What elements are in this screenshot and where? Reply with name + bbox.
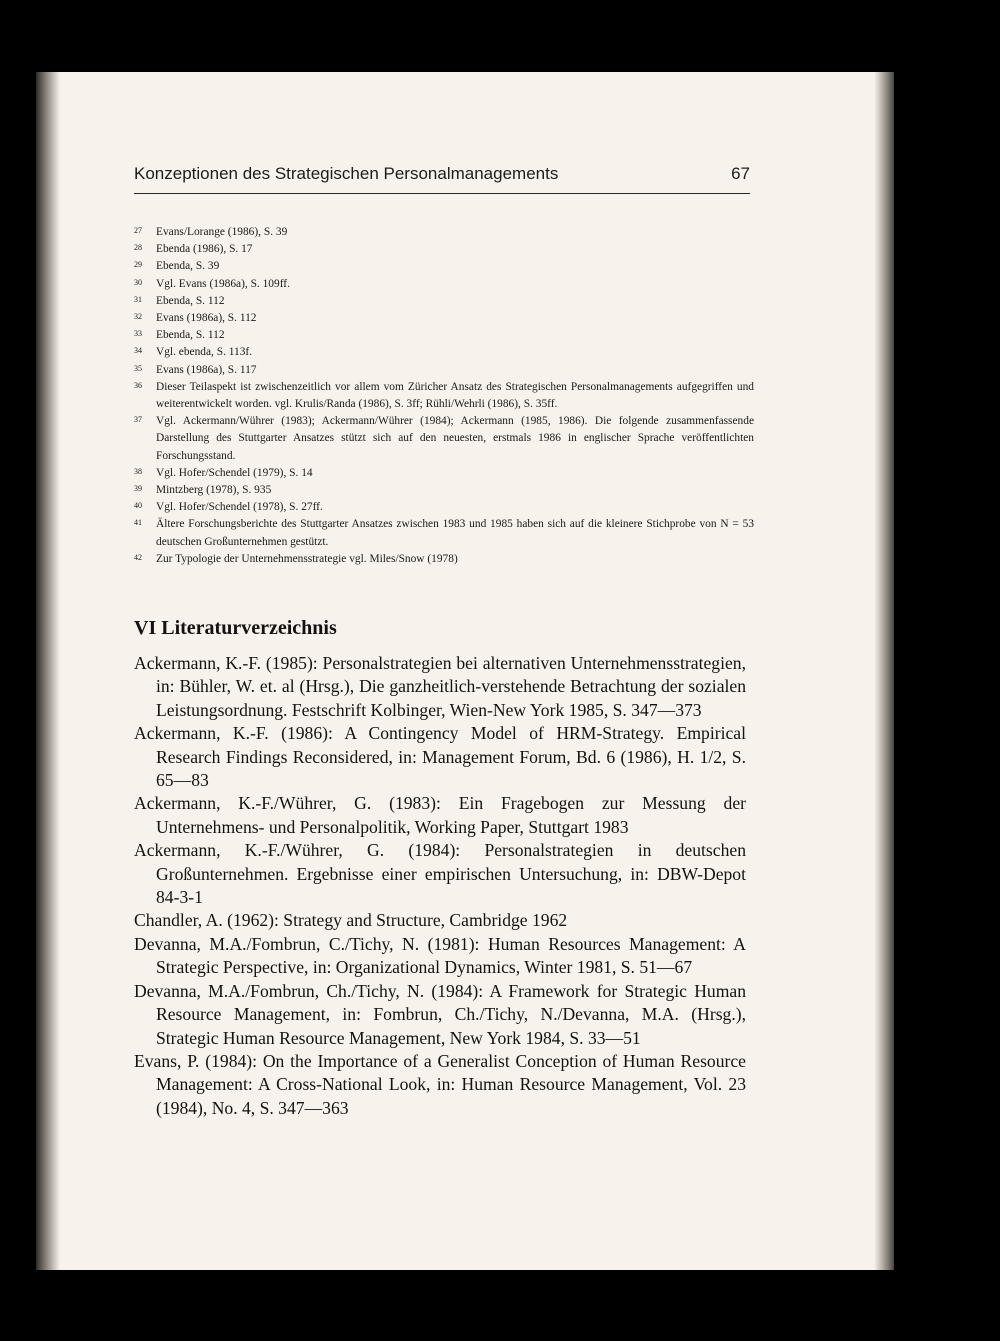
footnote-number: 36 <box>134 380 142 390</box>
header-rule <box>134 193 750 194</box>
reference-entry: Ackermann, K.-F. (1986): A Contingency Model of HRM-Strategy. Empirical Research Findings Reconsidered, in: Management Forum, Bd. 6 (1986), H. 1/2, S. 65—83 <box>134 723 746 791</box>
footnote <box>134 465 754 482</box>
footnote-text: Vgl. ebenda, S. 113f. <box>156 346 253 359</box>
footnote-text: Evans (1986a), S. 117 <box>156 363 257 376</box>
footnote-number: 41 <box>134 518 142 528</box>
footnote-number: 35 <box>134 363 142 373</box>
footnote <box>134 310 754 327</box>
footnote-text: Evans/Lorange (1986), S. 39 <box>156 226 288 238</box>
footnote-number: 37 <box>134 415 142 425</box>
reference-entry: Devanna, M.A./Fombrun, C./Tichy, N. (1981): Human Resources Management: A Strategic Perspective, in: Organizational Dynamics, Winter 1981, S. 51—67 <box>134 933 746 978</box>
footnote-text: Ebenda, S. 112 <box>156 294 225 307</box>
running-head <box>134 164 750 184</box>
footnote-text: Ebenda, S. 112 <box>156 329 225 342</box>
reference-entry: Evans, P. (1984): On the Importance of a Generalist Conception of Human Resource Management: A Cross-National Look, in: Human Resource Management, Vol. 23 (1984), No. 4, S. 347—363 <box>134 1050 746 1118</box>
footnote <box>134 293 754 310</box>
footnote <box>134 258 754 275</box>
footnote <box>134 327 754 344</box>
footnote-text: Zur Typologie der Unternehmensstrategie vgl. Miles/Snow (1978) <box>156 552 458 565</box>
page-number: 67 <box>731 164 750 183</box>
reference-entry: Ackermann, K.-F./Wührer, G. (1984): Personalstrategien in deutschen Großunternehmen. Ergebnisse einer empirischen Untersuchung, in: DBW-Depot 84-3-1 <box>134 840 746 908</box>
footnote-text: Vgl. Hofer/Schendel (1978), S. 27ff. <box>156 501 323 514</box>
section-title: VI Literaturverzeichnis <box>134 617 337 639</box>
page-edge-shadow <box>874 72 894 1270</box>
footnote-text: Mintzberg (1978), S. 935 <box>156 484 272 497</box>
book-spine-shadow <box>36 72 60 1270</box>
reference-entry: Chandler, A. (1962): Strategy and Structure, Cambridge 1962 <box>134 910 568 931</box>
reference-list <box>134 652 746 1120</box>
footnote <box>134 276 754 293</box>
reference-entry: Devanna, M.A./Fombrun, Ch./Tichy, N. (1984): A Framework for Strategic Human Resource Management, in: Fombrun, Ch./Tichy, N./Devanna, M.A. (Hrsg.), Strategic Human Resource Management, New York 1984, S. 33—51 <box>134 980 746 1048</box>
footnote <box>134 379 754 413</box>
footnote <box>134 413 754 465</box>
footnote-number: 30 <box>134 277 142 287</box>
book-page <box>36 72 894 1270</box>
reference-entry: Ackermann, K.-F./Wührer, G. (1983): Ein Fragebogen zur Messung der Unternehmens- und Personalpolitik, Working Paper, Stuttgart 1983 <box>134 793 746 837</box>
footnote-text: Ebenda (1986), S. 17 <box>156 243 253 256</box>
footnote-number: 38 <box>134 466 142 476</box>
footnote-number: 40 <box>134 501 142 511</box>
footnote-number: 31 <box>134 294 142 304</box>
footnote-number: 27 <box>134 226 142 235</box>
footnote <box>134 516 754 550</box>
footnote-text: Ältere Forschungsberichte des Stuttgarter Ansatzes zwischen 1983 und 1985 haben sich auf die kleinere Stichprobe von N = 53 deutschen Großunternehmen gestützt. <box>156 518 754 548</box>
footnote-text: Dieser Teilaspekt ist zwischenzeitlich vor allem vom Züricher Ansatz des Strategischen Personalmanagements aufgegriffen und weiterentwickelt worden. vgl. Krulis/Randa (1986), S. 3ff; Rühli/Wehrli (1986), S. 35ff. <box>156 380 754 411</box>
footnote-number: 28 <box>134 243 142 253</box>
footnote <box>134 241 754 258</box>
footnote <box>134 482 754 499</box>
footnote <box>134 344 754 361</box>
footnote-number: 29 <box>134 260 142 270</box>
footnote-text: Vgl. Evans (1986a), S. 109ff. <box>156 277 290 290</box>
footnote-text: Evans (1986a), S. 112 <box>156 312 257 325</box>
footnote-text: Ebenda, S. 39 <box>156 260 220 273</box>
reference-entry: Ackermann, K.-F. (1985): Personalstrategien bei alternativen Unternehmensstrategien, in: Bühler, W. et. al (Hrsg.), Die ganzheitlich-verstehende Betrachtung der sozialen Leistungsordnung. Festschrift Kolbinger, Wien-New York 1985, S. 347—373 <box>134 653 746 720</box>
footnotes <box>134 224 754 568</box>
footnote-number: 32 <box>134 312 142 322</box>
footnote <box>134 551 754 568</box>
footnote <box>134 362 754 379</box>
footnote-text: Vgl. Ackermann/Wührer (1983); Ackermann/Wührer (1984); Ackermann (1985, 1986). Die folgende zusammenfassende Darstellung des Stuttgarter Ansatzes stützt sich auf den neuesten, erstmals 1986 in englischer Sprache veröffentlichten Forschungsstand. <box>156 415 754 462</box>
running-head-title: Konzeptionen des Strategischen Personalmanagements <box>134 164 559 183</box>
footnote-number: 42 <box>134 552 142 562</box>
footnote-number: 39 <box>134 484 142 494</box>
footnote-number: 34 <box>134 346 142 356</box>
footnote <box>134 499 754 516</box>
footnote-number: 33 <box>134 329 142 339</box>
footnote-text: Vgl. Hofer/Schendel (1979), S. 14 <box>156 466 313 479</box>
footnote <box>134 224 754 241</box>
